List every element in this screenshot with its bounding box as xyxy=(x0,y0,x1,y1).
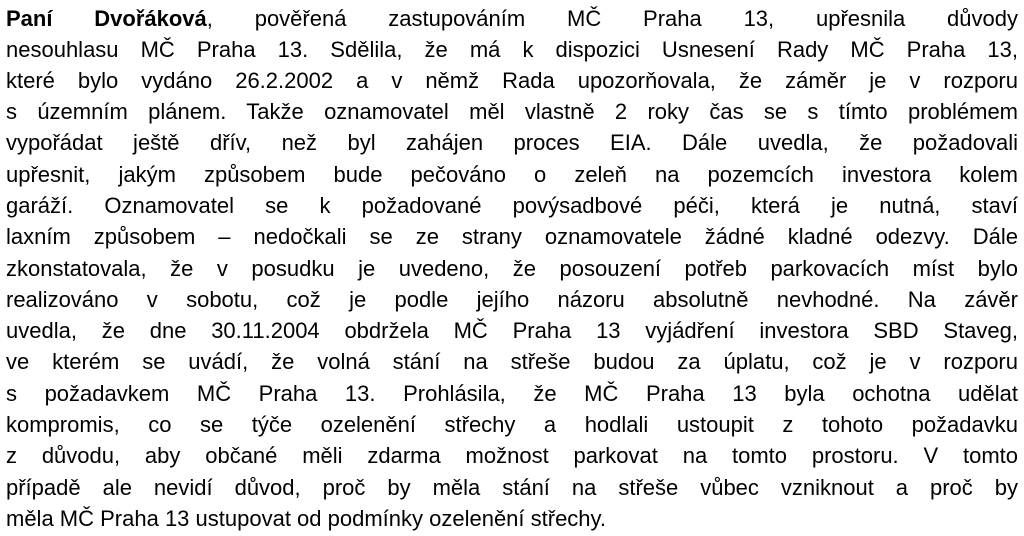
paragraph-line-16: případě ale nevidí důvod, proč by měla stání na střeše vůbec vzniknout a proč by xyxy=(6,475,1018,500)
paragraph-line-5: vypořádat ještě dřív, než byl zahájen proces EIA. Dále uvedla, že požadovali xyxy=(6,130,1018,155)
paragraph-line-6: upřesnit, jakým způsobem bude pečováno o zeleň na pozemcích investora kolem xyxy=(6,162,1018,187)
speaker-name: Paní Dvořáková xyxy=(6,6,207,31)
paragraph-line-1 xyxy=(6,6,1018,32)
paragraph-line-14: kompromis, co se týče ozelenění střechy a hodlali ustoupit z tohoto požadavku xyxy=(6,412,1018,437)
paragraph-line-17: měla MČ Praha 13 ustupovat od podmínky ozelenění střechy. xyxy=(6,506,607,531)
paragraph-line-10: realizováno v sobotu, což je podle jejího názoru absolutně nevhodné. Na závěr xyxy=(6,287,1018,312)
paragraph-line-2: nesouhlasu MČ Praha 13. Sdělila, že má k dispozici Usnesení Rady MČ Praha 13, xyxy=(6,37,1018,62)
paragraph-line-13: s požadavkem MČ Praha 13. Prohlásila, že MČ Praha 13 byla ochotna udělat xyxy=(6,381,1018,406)
document-page xyxy=(6,0,1022,536)
paragraph-line-12: ve kterém se uvádí, že volná stání na střeše budou za úplatu, což je v rozporu xyxy=(6,349,1018,374)
paragraph-line-3: které bylo vydáno 26.2.2002 a v němž Rada upozorňovala, že záměr je v rozporu xyxy=(6,68,1018,93)
line-1-text: , pověřená zastupováním MČ Praha 13, upřesnila důvody xyxy=(206,6,1018,31)
paragraph-line-7: garáží. Oznamovatel se k požadované povýsadbové péči, která je nutná, staví xyxy=(6,193,1018,218)
paragraph-line-11: uvedla, že dne 30.11.2004 obdržela MČ Praha 13 vyjádření investora SBD Staveg, xyxy=(6,318,1018,343)
paragraph-line-9: zkonstatovala, že v posudku je uvedeno, že posouzení potřeb parkovacích míst bylo xyxy=(6,256,1018,281)
paragraph-line-4: s územním plánem. Takže oznamovatel měl vlastně 2 roky čas se s tímto problémem xyxy=(6,99,1018,124)
paragraph-line-15: z důvodu, aby občané měli zdarma možnost parkovat na tomto prostoru. V tomto xyxy=(6,443,1018,468)
paragraph-line-8: laxním způsobem – nedočkali se ze strany oznamovatele žádné kladné odezvy. Dále xyxy=(6,224,1018,249)
